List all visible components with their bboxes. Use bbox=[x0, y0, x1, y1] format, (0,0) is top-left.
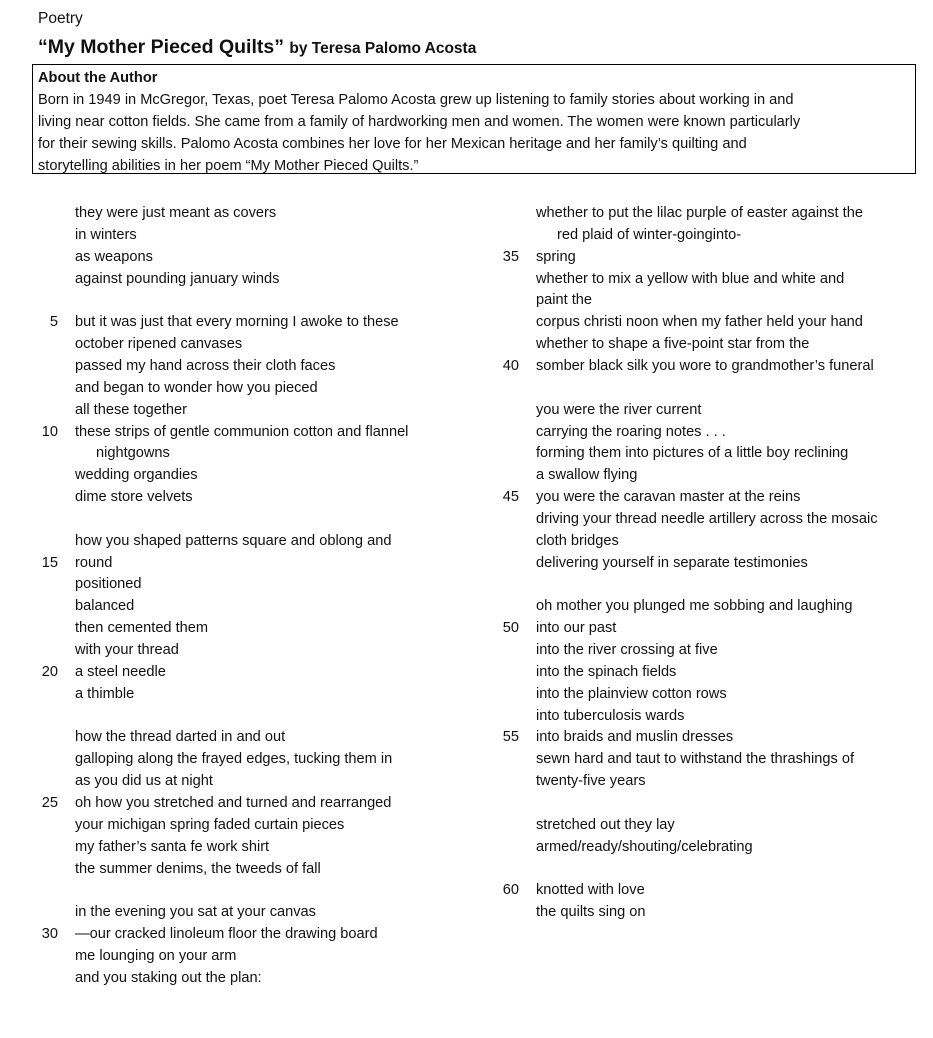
poem-line: into braids and muslin dresses bbox=[536, 729, 734, 746]
poem-line: —our cracked linoleum floor the drawing board bbox=[75, 926, 378, 943]
line-number: 60 bbox=[502, 882, 519, 899]
poem-line: your michigan spring faded curtain pieces bbox=[75, 816, 345, 833]
poem-line: into the plainview cotton rows bbox=[536, 685, 727, 702]
poem-line: the summer denims, the tweeds of fall bbox=[75, 860, 321, 877]
poem-line: whether to shape a five-point star from the bbox=[536, 336, 810, 353]
poem-line: forming them into pictures of a little boy reclining bbox=[536, 445, 849, 462]
poem-line: into our past bbox=[536, 620, 617, 637]
poem-line: the quilts sing on bbox=[536, 904, 646, 921]
poem-line: twenty-five years bbox=[536, 773, 646, 790]
about-author-line: Born in 1949 in McGregor, Texas, poet Teresa Palomo Acosta grew up listening to family stories about working in and bbox=[38, 92, 794, 108]
about-author-line: storytelling abilities in her poem “My Mother Pieced Quilts.” bbox=[38, 158, 419, 174]
poem-line: red plaid of winter-goinginto- bbox=[557, 226, 742, 243]
poem-line: a thimble bbox=[75, 685, 135, 702]
about-author-box bbox=[32, 64, 916, 174]
poem-line: oh how you stretched and turned and rearranged bbox=[75, 794, 392, 811]
line-number: 45 bbox=[502, 489, 519, 506]
poem-line: and began to wonder how you pieced bbox=[75, 379, 318, 396]
poem-line: corpus christi noon when my father held your hand bbox=[536, 314, 863, 331]
poem-line: they were just meant as covers bbox=[75, 205, 277, 221]
poem-line: into the spinach fields bbox=[536, 663, 677, 680]
poem-line: how you shaped patterns square and oblong and bbox=[75, 532, 392, 549]
line-number: 50 bbox=[502, 620, 519, 637]
poem-line: as you did us at night bbox=[75, 773, 213, 790]
poem-line: as weapons bbox=[75, 248, 153, 265]
poem-line: somber black silk you wore to grandmother’s funeral bbox=[536, 357, 874, 374]
line-number: 20 bbox=[41, 663, 58, 680]
poem-line: and you staking out the plan: bbox=[75, 969, 262, 986]
line-number: 35 bbox=[502, 248, 519, 265]
line-number: 40 bbox=[502, 357, 519, 374]
poem-line: a swallow flying bbox=[536, 467, 638, 484]
category-label: Poetry bbox=[38, 10, 83, 27]
poem-line: round bbox=[75, 554, 113, 571]
poem-line: a steel needle bbox=[75, 663, 166, 680]
poem-line: armed/ready/shouting/celebrating bbox=[536, 838, 753, 855]
line-number: 10 bbox=[41, 423, 58, 440]
poem-line: in winters bbox=[75, 226, 137, 243]
about-author-line: living near cotton fields. She came from a family of hardworking men and women. The women were known particularly bbox=[38, 114, 801, 130]
poem-line: passed my hand across their cloth faces bbox=[75, 357, 336, 374]
poem-line: but it was just that every morning I awoke to these bbox=[75, 314, 399, 331]
line-number: 30 bbox=[41, 926, 58, 943]
poem-title-text: “My Mother Pieced Quilts” bbox=[38, 36, 284, 58]
poem-line: how the thread darted in and out bbox=[75, 729, 286, 746]
poem-line: positioned bbox=[75, 576, 142, 593]
line-number: 25 bbox=[41, 794, 58, 811]
poem-line: wedding organdies bbox=[75, 467, 198, 484]
poem-line: october ripened canvases bbox=[75, 336, 243, 353]
poem-line: stretched out they lay bbox=[536, 816, 675, 833]
line-number: 5 bbox=[49, 314, 58, 331]
poem-line: these strips of gentle communion cotton and flannel bbox=[75, 423, 409, 440]
poem-line: cloth bridges bbox=[536, 532, 619, 549]
about-author-line: for their sewing skills. Palomo Acosta combines her love for her Mexican heritage and her family’s quilting and bbox=[38, 136, 747, 152]
poem-line: balanced bbox=[75, 598, 135, 615]
poem-line: you were the river current bbox=[536, 401, 702, 418]
poem-line: dime store velvets bbox=[75, 489, 193, 506]
poem-line: you were the caravan master at the reins bbox=[536, 489, 801, 506]
poem-line: delivering yourself in separate testimonies bbox=[536, 554, 808, 571]
about-author-heading: About the Author bbox=[38, 70, 158, 86]
line-number: 15 bbox=[41, 554, 58, 571]
poem-line: whether to put the lilac purple of easter against the bbox=[536, 205, 863, 221]
poem-line: against pounding january winds bbox=[75, 270, 280, 287]
poem-title bbox=[38, 36, 476, 59]
poem-byline: by Teresa Palomo Acosta bbox=[289, 40, 477, 57]
poem-line: in the evening you sat at your canvas bbox=[75, 904, 316, 921]
poem-line: oh mother you plunged me sobbing and laughing bbox=[536, 598, 853, 615]
poem-line: nightgowns bbox=[96, 445, 170, 462]
poem-line: carrying the roaring notes . . . bbox=[536, 423, 726, 440]
poem-line: spring bbox=[536, 248, 576, 265]
poem-line: with your thread bbox=[75, 642, 179, 658]
poem-line: me lounging on your arm bbox=[75, 947, 237, 964]
poem-line: then cemented them bbox=[75, 620, 209, 637]
poem-line: galloping along the frayed edges, tucking them in bbox=[75, 751, 393, 768]
poem-line: driving your thread needle artillery across the mosaic bbox=[536, 510, 878, 527]
line-number: 55 bbox=[502, 729, 519, 746]
poem-line: all these together bbox=[75, 401, 187, 418]
poem-line: into tuberculosis wards bbox=[536, 707, 685, 724]
poem-line: knotted with love bbox=[536, 882, 645, 899]
poem-line: sewn hard and taut to withstand the thrashings of bbox=[536, 751, 855, 768]
poem-line: into the river crossing at five bbox=[536, 642, 718, 658]
poem-line: paint the bbox=[536, 292, 592, 309]
poem-line: my father’s santa fe work shirt bbox=[75, 838, 270, 855]
poem-line: whether to mix a yellow with blue and white and bbox=[536, 270, 845, 287]
